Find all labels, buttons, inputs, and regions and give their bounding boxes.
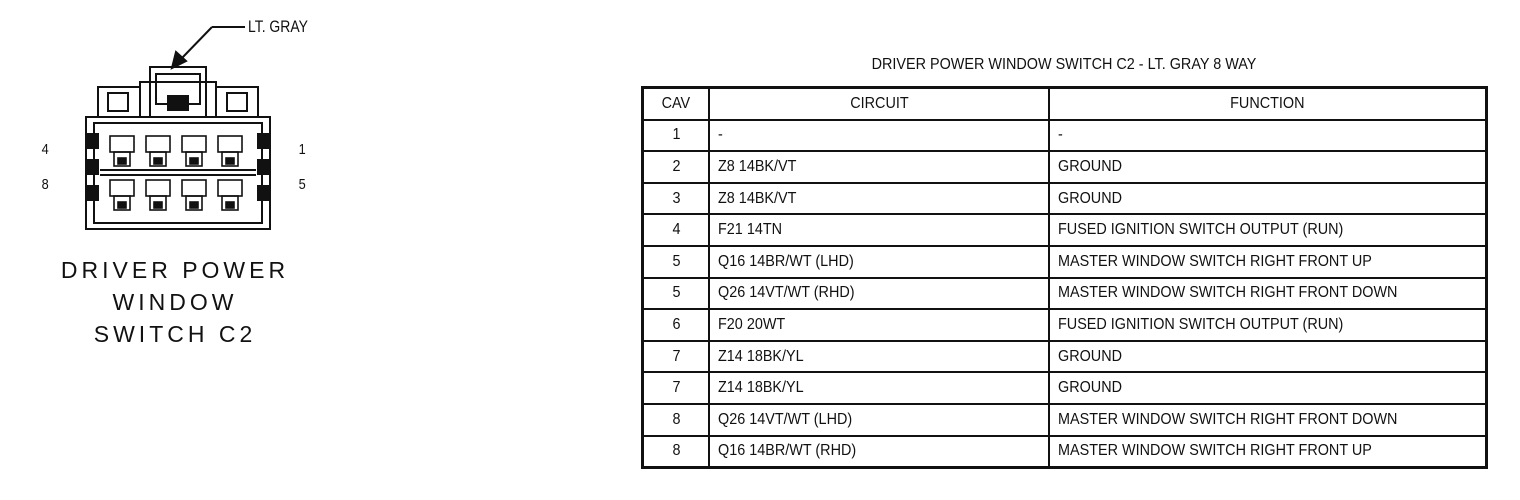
cell-function: GROUND [1049,183,1487,215]
table-row [643,120,1487,152]
header-cav: CAV [643,88,710,120]
cell-function: GROUND [1049,151,1487,183]
callout-leader [172,27,245,68]
cell-cav: 7 [643,372,710,404]
cell-function: MASTER WINDOW SWITCH RIGHT FRONT DOWN [1049,404,1487,436]
cavity [182,180,206,210]
cavity [110,136,134,166]
cell-function: GROUND [1049,372,1487,404]
cell-circuit: - [709,120,1049,152]
pin-label-4: 4 [41,141,49,158]
cell-function: FUSED IGNITION SWITCH OUTPUT (RUN) [1049,214,1487,246]
cell-circuit: Z8 14BK/VT [709,151,1049,183]
header-function: FUNCTION [1049,88,1487,120]
cell-function: GROUND [1049,341,1487,373]
cell-circuit: Z14 18BK/YL [709,341,1049,373]
pin-label-5: 5 [298,176,306,193]
cell-circuit: Q26 14VT/WT (RHD) [709,278,1049,310]
cavity-grid [110,136,242,210]
table-header-row [643,88,1487,120]
connector-title-line: SWITCH C2 [93,321,257,347]
cell-function: MASTER WINDOW SWITCH RIGHT FRONT UP [1049,436,1487,468]
cell-function: MASTER WINDOW SWITCH RIGHT FRONT DOWN [1049,278,1487,310]
connector-title-line: DRIVER POWER [60,257,290,283]
cell-function: - [1049,120,1487,152]
cell-circuit: Z14 18BK/YL [709,372,1049,404]
cell-cav: 8 [643,404,710,436]
cell-cav: 4 [643,214,710,246]
pin-label-1: 1 [298,141,306,158]
cell-circuit: Q16 14BR/WT (RHD) [709,436,1049,468]
cell-circuit: F21 14TN [709,214,1049,246]
connector-diagram [0,0,600,500]
cell-cav: 8 [643,436,710,468]
connector-face-drawing [0,0,600,500]
pinout-table [641,86,1488,469]
cell-cav: 7 [643,341,710,373]
cell-cav: 5 [643,246,710,278]
cell-cav: 1 [643,120,710,152]
cell-function: FUSED IGNITION SWITCH OUTPUT (RUN) [1049,309,1487,341]
table-title: DRIVER POWER WINDOW SWITCH C2 - LT. GRAY 8 WAY [871,56,1257,73]
table-row [643,246,1487,278]
connector-title [55,254,295,350]
table-row [643,309,1487,341]
cell-cav: 2 [643,151,710,183]
cell-circuit: Z8 14BK/VT [709,183,1049,215]
cavity [182,136,206,166]
table-row [643,278,1487,310]
cavity [218,136,242,166]
header-circuit: CIRCUIT [709,88,1049,120]
table-row [643,436,1487,468]
table-row [643,404,1487,436]
pin-label-8: 8 [41,176,49,193]
color-callout-label: LT. GRAY [248,17,308,36]
cell-cav: 5 [643,278,710,310]
cell-cav: 3 [643,183,710,215]
cavity [146,136,170,166]
cavity [146,180,170,210]
connector-latch [150,67,206,117]
cell-cav: 6 [643,309,710,341]
table-row [643,372,1487,404]
table-row [643,214,1487,246]
cell-circuit: Q16 14BR/WT (LHD) [709,246,1049,278]
cell-circuit: Q26 14VT/WT (LHD) [709,404,1049,436]
table-row [643,151,1487,183]
cavity [218,180,242,210]
connector-title-line: WINDOW [112,289,238,315]
cavity [110,180,134,210]
table-row [643,183,1487,215]
cell-circuit: F20 20WT [709,309,1049,341]
cell-function: MASTER WINDOW SWITCH RIGHT FRONT UP [1049,246,1487,278]
table-row [643,341,1487,373]
